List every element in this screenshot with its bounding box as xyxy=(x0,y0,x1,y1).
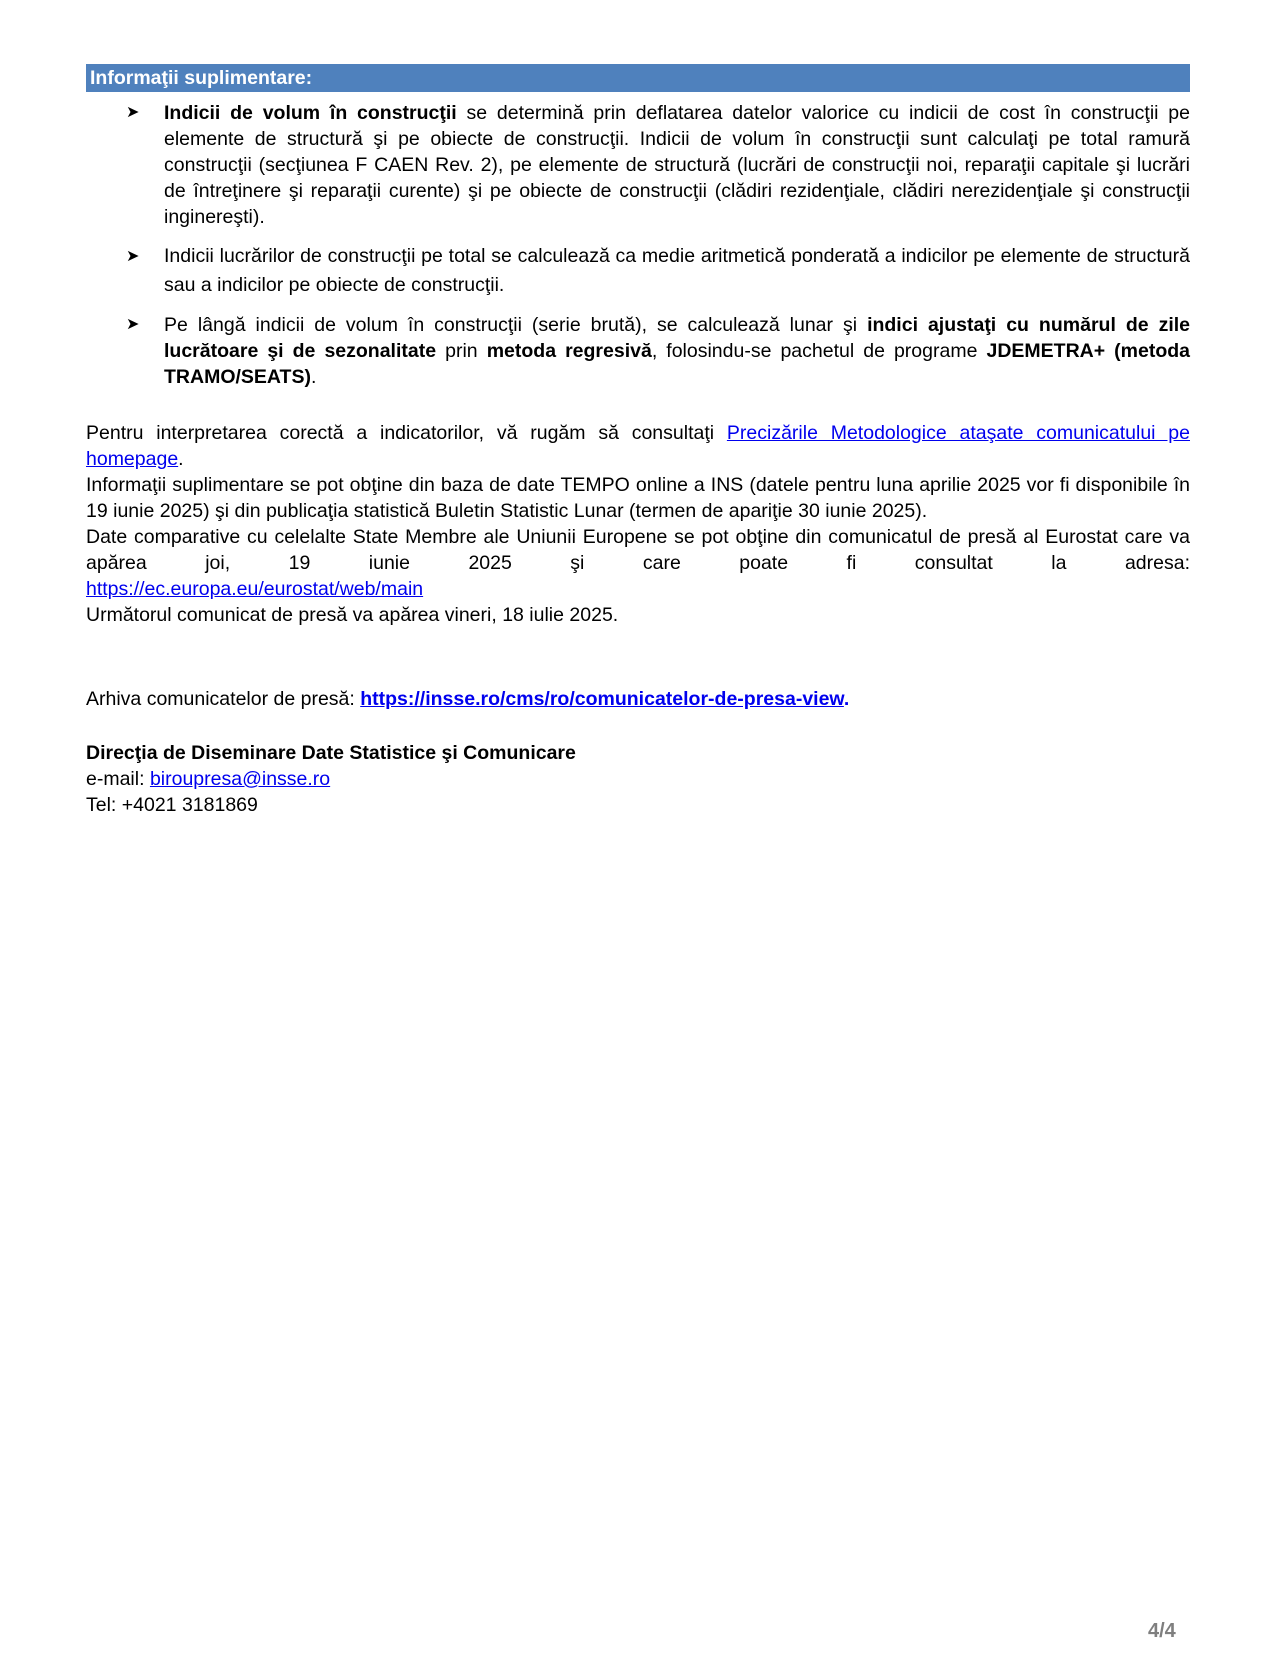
eurostat-link[interactable]: https://ec.europa.eu/eurostat/web/main xyxy=(86,578,424,600)
note-text: Pentru interpretarea corectă a indicatorilor, vă rugăm să consultaţi xyxy=(86,422,727,444)
archive-line xyxy=(86,686,1190,712)
email-label: e-mail: xyxy=(86,768,150,790)
note-next-release: Următorul comunicat de presă va apărea vineri, 18 iulie 2025. xyxy=(86,604,619,626)
contact-block xyxy=(86,740,1190,818)
note-text: . xyxy=(178,448,184,470)
bullet-bold: metoda regresivă xyxy=(486,340,652,362)
bullet-text: . xyxy=(310,366,317,388)
bullet-bold: JDEMETRA+ (metoda TRAMO/SEATS) xyxy=(164,340,1190,388)
archive-link[interactable]: https://insse.ro/cms/ro/comunicatelor-de-presa-view xyxy=(360,688,844,710)
arrow-bullet-icon: ➤ xyxy=(126,248,140,265)
bullet-text: , folosindu-se pachetul de programe xyxy=(651,340,987,362)
list-item xyxy=(86,100,1190,230)
bullet-text: Indicii lucrărilor de construcţii pe total se calculează ca medie aritmetică ponderată a indicilor pe elemente de structură sau a indicilor pe obiecte de construcţii. xyxy=(164,245,1190,296)
bullet-text: prin xyxy=(436,340,487,362)
bullet-list xyxy=(86,100,1190,390)
note-eurostat: Date comparative cu celelalte State Membre ale Uniunii Europene se pot obţine din comunicatul de presă al Eurostat care va apărea joi, 19 iunie 2025 şi care poate fi consultat la adresa: xyxy=(86,526,1190,574)
bullet-text: se determină prin deflatarea datelor valorice cu indicii de cost în construcţii pe elemente de structură şi pe obiecte de construcţii. Indicii de volum în construcţii sunt calculaţi pe total ramură construcţii (secţiunea F CAEN Rev. 2), pe elemente de structură (lucrări de construcţii noi, reparaţii capitale şi lucrări de întreţinere şi reparaţii curente) şi pe obiecte de construcţii (clădiri rezidenţiale, clădiri nerezidenţiale şi construcţii inginereşti). xyxy=(164,102,1190,228)
bullet-bold: indici ajustaţi cu numărul de zile lucrătoare şi de sezonalitate xyxy=(164,314,1190,362)
bullet-text: Pe lângă indicii de volum în construcţii (serie brută), se calculează lunar şi xyxy=(164,314,868,336)
note-methodology xyxy=(86,420,1190,472)
page-number: 4/4 xyxy=(1148,1620,1176,1642)
list-item xyxy=(86,242,1190,300)
arrow-bullet-icon: ➤ xyxy=(126,104,140,121)
contact-email-line xyxy=(86,766,1190,792)
contact-department: Direcţia de Diseminare Date Statistice şi Comunicare xyxy=(86,742,576,764)
contact-phone: Tel: +4021 3181869 xyxy=(86,794,258,816)
archive-label: Arhiva comunicatelor de presă: xyxy=(86,688,361,710)
methodology-link[interactable]: Precizările Metodologice ataşate comunicatului pe homepage xyxy=(86,422,1190,470)
document-page xyxy=(86,64,1190,818)
list-item xyxy=(86,312,1190,390)
note-tempo: Informaţii suplimentare se pot obţine din baza de date TEMPO online a INS (datele pentru luna aprilie 2025 vor fi disponibile în 19 iunie 2025) şi din publicaţia statistică Buletin Statistic Lunar (termen de apariţie 30 iunie 2025). xyxy=(86,474,1190,522)
archive-end: . xyxy=(843,688,850,710)
email-link[interactable]: biroupresa@insse.ro xyxy=(149,768,331,790)
note-eurostat-link-line xyxy=(86,576,1190,602)
section-title: Informaţii suplimentare: xyxy=(86,64,1190,92)
notes-block xyxy=(86,420,1190,628)
arrow-bullet-icon: ➤ xyxy=(126,316,140,333)
bullet-bold-lead: Indicii de volum în construcţii xyxy=(164,102,457,124)
